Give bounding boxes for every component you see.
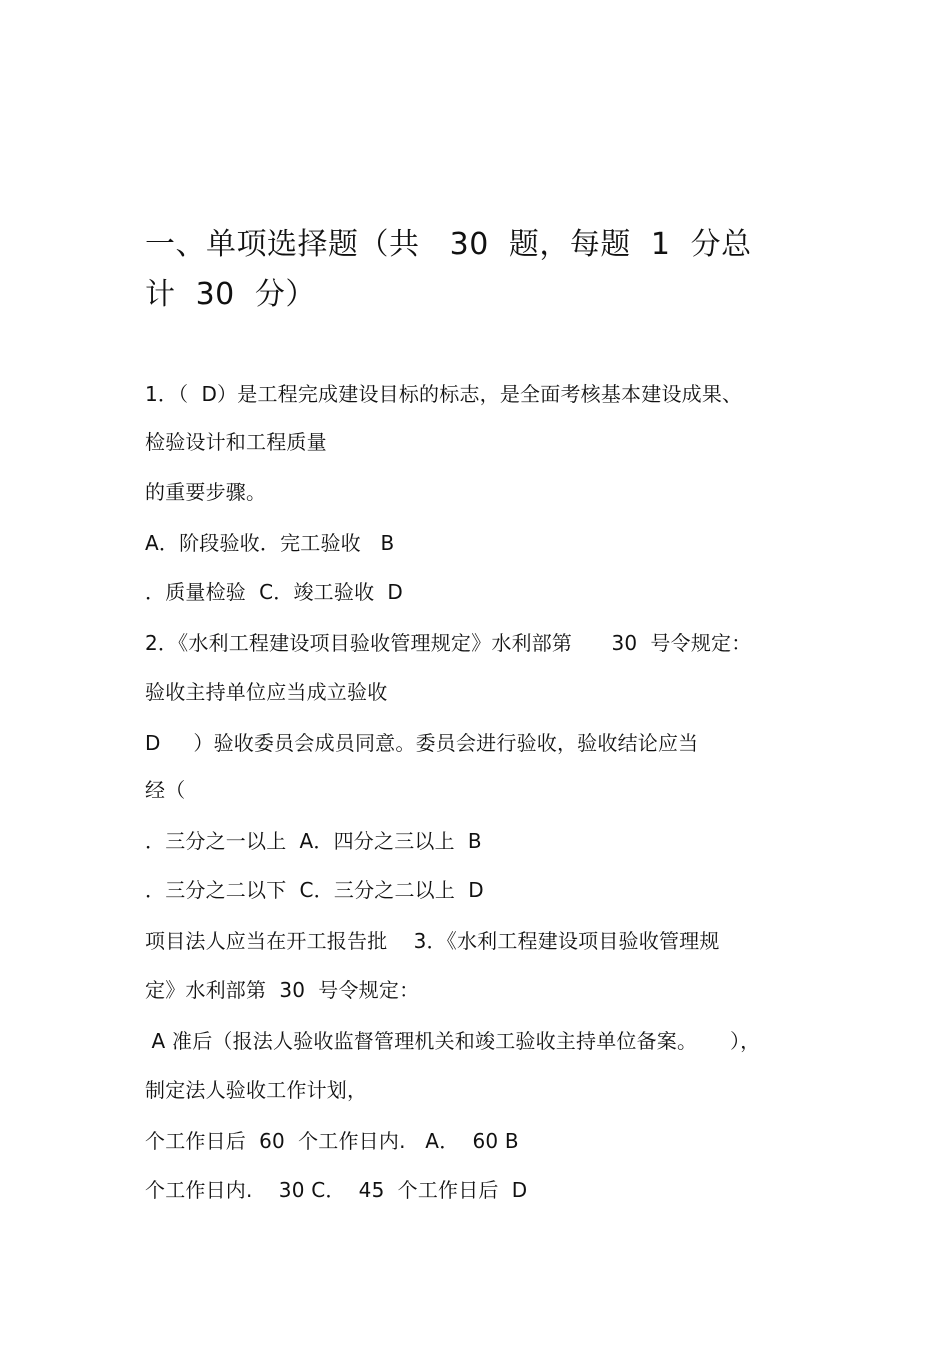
text-line: 项目法人应当在开工报告批 3．《水利工程建设项目验收管理规 bbox=[145, 929, 720, 953]
section-heading-line-2: 计 30 分） bbox=[145, 277, 316, 312]
text-line: 验收主持单位应当成立验收 bbox=[145, 680, 388, 704]
text-line: ．质量检验 C．竣工验收 D bbox=[145, 580, 403, 604]
text-line: 检验设计和工程质量 bbox=[145, 430, 327, 454]
text-line: ．三分之二以下 C．三分之二以上 D bbox=[145, 878, 484, 902]
text-line: 经（ bbox=[145, 778, 186, 802]
text-line: 个工作日后 60 个工作日内. A． 60 B bbox=[145, 1129, 519, 1153]
text-line: A 准后（报法人验收监督管理机关和竣工验收主持单位备案。 ）， bbox=[145, 1029, 761, 1053]
text-line: 1．（ D）是工程完成建设目标的标志，是全面考核基本建设成果、 bbox=[145, 382, 743, 406]
text-line: D ）验收委员会成员同意。委员会进行验收，验收结论应当 bbox=[145, 731, 699, 755]
text-line: ．三分之一以上 A．四分之三以上 B bbox=[145, 829, 482, 853]
text-line: 的重要步骤。 bbox=[145, 480, 267, 504]
section-heading-line-1: 一、单项选择题（共 30 题，每题 1 分总 bbox=[145, 227, 752, 262]
text-line: 个工作日内. 30 C． 45 个工作日后 D bbox=[145, 1178, 528, 1202]
text-line: 2．《水利工程建设项目验收管理规定》水利部第 30 号令规定： bbox=[145, 631, 752, 655]
text-line: 制定法人验收工作计划， bbox=[145, 1078, 368, 1102]
text-line: 定》水利部第 30 号令规定： bbox=[145, 978, 420, 1002]
text-line: A．阶段验收．完工验收 B bbox=[145, 531, 395, 555]
